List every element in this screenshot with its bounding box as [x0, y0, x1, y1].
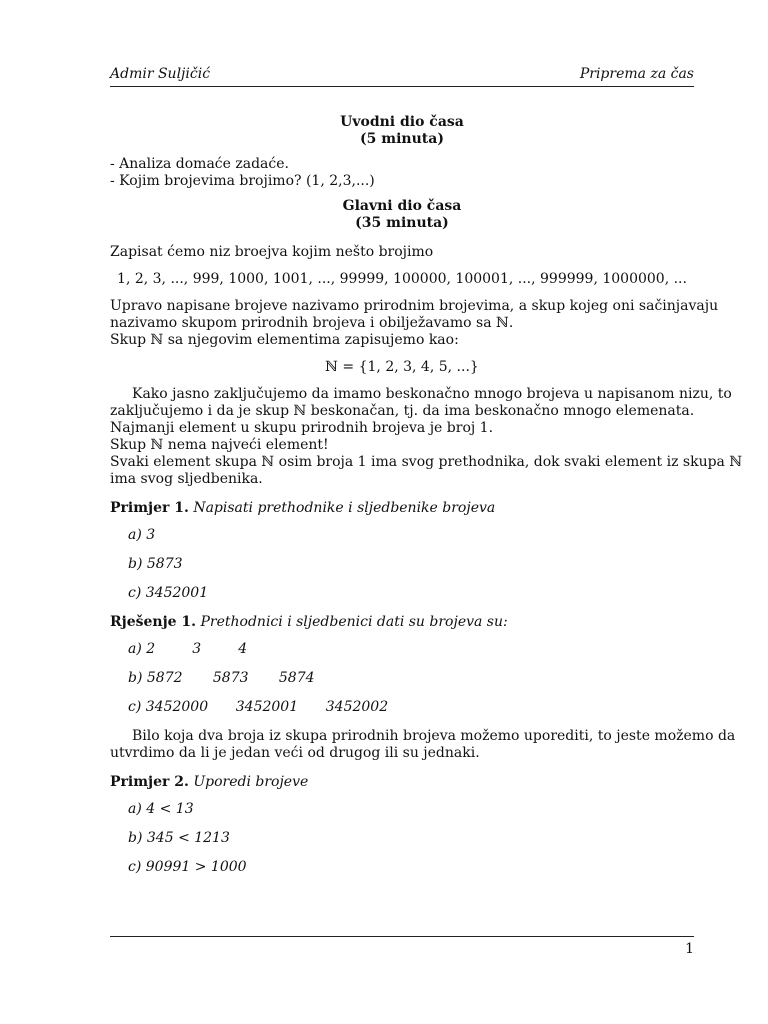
- main-paragraph-3-line-5: Svaki element skupa ℕ osim broja 1 ima svog prethodnika, dok svaki element iz skupa ℕ: [110, 454, 743, 470]
- example-1-text: Napisati prethodnike i sljedbenike brojeva: [193, 500, 496, 516]
- intro-bullet-2: - Kojim brojevima brojimo? (1, 2,3,...): [110, 173, 375, 189]
- number-sequence: 1, 2, 3, ..., 999, 1000, 1001, ..., 99999, 100000, 100001, ..., 999999, 1000000, ...: [117, 271, 687, 287]
- page-number: 1: [685, 941, 694, 957]
- intro-bullet-1: - Analiza domaće zadaće.: [110, 156, 289, 172]
- main-paragraph-2-line-1: Upravo napisane brojeve nazivamo prirodnim brojevima, a skup kojeg oni sačinjavaju: [110, 298, 719, 314]
- solution-1-label: Rješenje 1.: [110, 614, 197, 630]
- example-2-item-b: b) 345 < 1213: [128, 830, 230, 846]
- main-paragraph-3-line-2: zaključujemo i da je skup ℕ beskonačan, tj. da ima beskonačno mnogo elemenata.: [110, 403, 695, 419]
- solution-1-text: Prethodnici i sljedbenici dati su brojeva su:: [200, 614, 508, 630]
- header-title: Priprema za čas: [579, 66, 694, 82]
- solution-1-item-a: a) 2 3 4: [128, 641, 248, 657]
- example-2-item-c: c) 90991 > 1000: [128, 859, 247, 875]
- example-2-statement: [110, 774, 694, 791]
- solution-1-statement: [110, 614, 694, 631]
- main-paragraph-3-line-4: Skup ℕ nema najveći element!: [110, 437, 329, 453]
- main-paragraph-1: Zapisat ćemo niz broejva kojim nešto brojimo: [110, 244, 434, 260]
- intro-heading: Uvodni dio časa: [340, 114, 464, 130]
- main-heading: Glavni dio časa: [342, 198, 462, 214]
- solution-1-item-b: b) 5872 5873 5874: [128, 670, 315, 686]
- example-2-label: Primjer 2.: [110, 774, 189, 790]
- example-1-item-a: a) 3: [128, 527, 156, 543]
- example-1-label: Primjer 1.: [110, 500, 189, 516]
- header-rule: [110, 86, 694, 87]
- page-content: [110, 114, 743, 876]
- compare-line-1: Bilo koja dva broja iz skupa prirodnih brojeva možemo uporediti, to jeste možemo da: [132, 728, 736, 744]
- example-1-items: [110, 527, 694, 602]
- main-duration: (35 minuta): [355, 215, 449, 231]
- main-paragraph-2-line-3: Skup ℕ sa njegovim elementima zapisujemo kao:: [110, 332, 459, 348]
- intro-duration: (5 minuta): [360, 131, 444, 147]
- example-1-item-c: c) 3452001: [128, 585, 209, 601]
- solution-1-item-c: c) 3452000 3452001 3452002: [128, 699, 389, 715]
- example-2-item-a: a) 4 < 13: [128, 801, 194, 817]
- compare-line-2: utvrdimo da li je jedan veći od drugog ili su jednaki.: [110, 745, 480, 761]
- example-2-items: [110, 801, 694, 876]
- main-paragraph-3-line-6: ima svog sljedbenika.: [110, 471, 263, 487]
- example-1-item-b: b) 5873: [128, 556, 183, 572]
- set-equation: ℕ = {1, 2, 3, 4, 5, ...}: [325, 359, 479, 375]
- footer-rule: [110, 936, 694, 937]
- header-author: Admir Suljičić: [110, 66, 211, 82]
- main-paragraph-3-line-1: Kako jasno zaključujemo da imamo beskonačno mnogo brojeva u napisanom nizu, to: [132, 386, 732, 402]
- main-paragraph-3-line-3: Najmanji element u skupu prirodnih brojeva je broj 1.: [110, 420, 494, 436]
- example-2-text: Uporedi brojeve: [193, 774, 309, 790]
- main-paragraph-2-line-2: nazivamo skupom prirodnih brojeva i obilježavamo sa ℕ.: [110, 315, 514, 331]
- solution-1-items: [110, 641, 694, 716]
- example-1-statement: [110, 500, 694, 517]
